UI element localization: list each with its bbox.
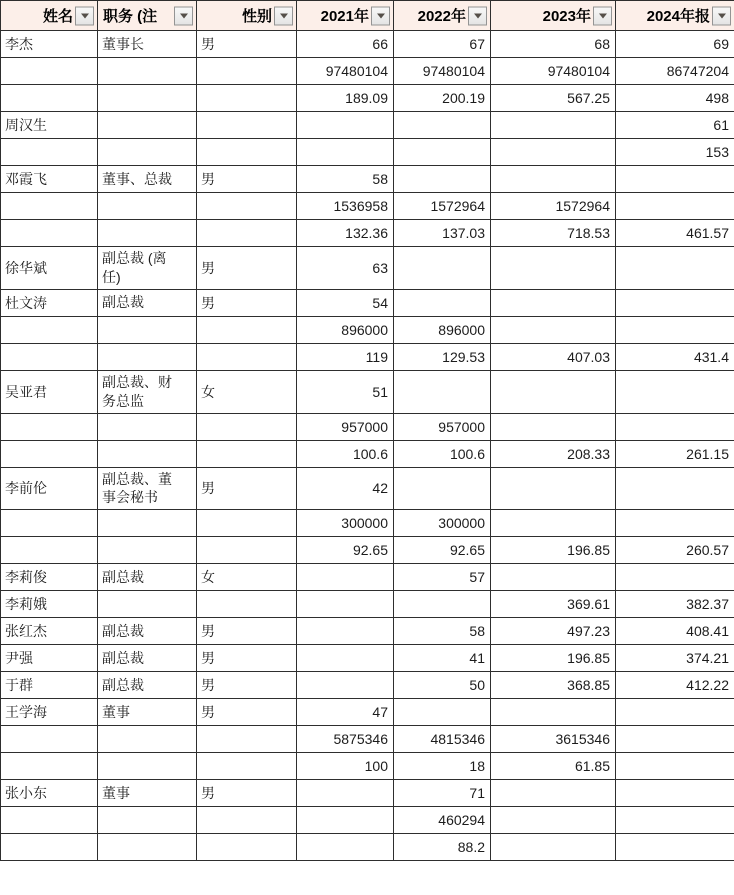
name-cell[interactable]: [1, 316, 98, 343]
year-2023-cell[interactable]: [491, 834, 616, 861]
gender-cell[interactable]: [197, 413, 297, 440]
year-2023-cell[interactable]: [491, 316, 616, 343]
year-2021-cell[interactable]: [297, 834, 394, 861]
year-2021-cell[interactable]: [297, 780, 394, 807]
year-2021-cell[interactable]: 896000: [297, 316, 394, 343]
table-row: [1, 316, 734, 343]
gender-cell[interactable]: [197, 220, 297, 247]
name-cell[interactable]: 李莉俊: [1, 564, 98, 591]
year-2024-cell[interactable]: [616, 467, 734, 510]
gender-cell[interactable]: [197, 807, 297, 834]
name-cell[interactable]: 张小东: [1, 780, 98, 807]
title-cell[interactable]: [98, 343, 197, 370]
name-cell[interactable]: [1, 85, 98, 112]
year-2023-cell[interactable]: [491, 564, 616, 591]
table-row: [1, 672, 734, 699]
year-2024-cell[interactable]: [616, 413, 734, 440]
name-cell[interactable]: 吴亚君: [1, 370, 98, 413]
year-2022-cell[interactable]: [394, 370, 491, 413]
name-cell[interactable]: 李前伦: [1, 467, 98, 510]
year-2023-cell[interactable]: [491, 166, 616, 193]
title-cell[interactable]: [98, 316, 197, 343]
year-2024-cell[interactable]: 153: [616, 139, 734, 166]
year-2021-cell[interactable]: 97480104: [297, 58, 394, 85]
gender-cell[interactable]: [197, 112, 297, 139]
year-2022-cell[interactable]: 92.65: [394, 537, 491, 564]
table-row: [1, 166, 734, 193]
table-row: [1, 807, 734, 834]
name-cell[interactable]: 邓霞飞: [1, 166, 98, 193]
year-2024-cell[interactable]: 431.4: [616, 343, 734, 370]
name-cell[interactable]: [1, 807, 98, 834]
year-2024-cell[interactable]: [616, 564, 734, 591]
title-cell[interactable]: [98, 537, 197, 564]
year-2021-cell[interactable]: 54: [297, 289, 394, 316]
gender-cell[interactable]: [197, 343, 297, 370]
year-2021-cell[interactable]: [297, 807, 394, 834]
year-2022-cell[interactable]: 50: [394, 672, 491, 699]
year-2022-cell[interactable]: 129.53: [394, 343, 491, 370]
year-2022-cell[interactable]: [394, 699, 491, 726]
year-2023-cell[interactable]: 61.85: [491, 753, 616, 780]
title-cell[interactable]: 副总裁、董事会秘书: [98, 467, 197, 510]
year-2023-cell[interactable]: 567.25: [491, 85, 616, 112]
title-cell[interactable]: 董事: [98, 780, 197, 807]
name-cell[interactable]: 杜文涛: [1, 289, 98, 316]
column-header-name: [1, 1, 98, 31]
year-2022-cell[interactable]: 58: [394, 618, 491, 645]
column-header-2024: [616, 1, 734, 31]
year-2022-cell[interactable]: 300000: [394, 510, 491, 537]
filter-dropdown-button-2022[interactable]: [468, 6, 487, 25]
year-2021-cell[interactable]: 63: [297, 247, 394, 290]
name-cell[interactable]: 于群: [1, 672, 98, 699]
year-2021-cell[interactable]: [297, 645, 394, 672]
name-cell[interactable]: [1, 440, 98, 467]
title-cell[interactable]: 副总裁、财务总监: [98, 370, 197, 413]
title-cell[interactable]: [98, 139, 197, 166]
year-2023-cell[interactable]: 497.23: [491, 618, 616, 645]
name-cell[interactable]: 王学海: [1, 699, 98, 726]
year-2024-cell[interactable]: 86747204: [616, 58, 734, 85]
year-2024-cell[interactable]: [616, 289, 734, 316]
year-2022-cell[interactable]: 957000: [394, 413, 491, 440]
year-2021-cell[interactable]: 119: [297, 343, 394, 370]
gender-cell[interactable]: 女: [197, 564, 297, 591]
name-cell[interactable]: [1, 510, 98, 537]
year-2024-cell[interactable]: 260.57: [616, 537, 734, 564]
year-2023-cell[interactable]: 196.85: [491, 537, 616, 564]
year-2024-cell[interactable]: [616, 510, 734, 537]
table-row: [1, 112, 734, 139]
gender-cell[interactable]: 男: [197, 672, 297, 699]
gender-cell[interactable]: [197, 85, 297, 112]
year-2023-cell[interactable]: 718.53: [491, 220, 616, 247]
year-2021-cell[interactable]: [297, 672, 394, 699]
chevron-down-icon: [718, 13, 726, 18]
table-row: [1, 726, 734, 753]
year-2024-cell[interactable]: 382.37: [616, 591, 734, 618]
year-2021-cell[interactable]: [297, 112, 394, 139]
table-row: [1, 370, 734, 413]
table-row: [1, 85, 734, 112]
table-row: [1, 645, 734, 672]
gender-cell[interactable]: 男: [197, 31, 297, 58]
year-2024-cell[interactable]: [616, 834, 734, 861]
gender-cell[interactable]: 男: [197, 699, 297, 726]
year-2023-cell[interactable]: 1572964: [491, 193, 616, 220]
year-2024-cell[interactable]: 412.22: [616, 672, 734, 699]
year-2022-cell[interactable]: 4815346: [394, 726, 491, 753]
year-2021-cell[interactable]: 42: [297, 467, 394, 510]
year-2021-cell[interactable]: 92.65: [297, 537, 394, 564]
gender-cell[interactable]: 男: [197, 780, 297, 807]
year-2023-cell[interactable]: [491, 139, 616, 166]
year-2023-cell[interactable]: 68: [491, 31, 616, 58]
chevron-down-icon: [81, 13, 89, 18]
year-2021-cell[interactable]: 58: [297, 166, 394, 193]
table-header: [1, 1, 734, 31]
chevron-down-icon: [599, 13, 607, 18]
name-cell[interactable]: 尹强: [1, 645, 98, 672]
year-2021-cell[interactable]: 100: [297, 753, 394, 780]
title-cell[interactable]: 副总裁: [98, 564, 197, 591]
name-cell[interactable]: [1, 58, 98, 85]
year-2023-cell[interactable]: 196.85: [491, 645, 616, 672]
filter-dropdown-button-name[interactable]: [75, 6, 94, 25]
name-cell[interactable]: [1, 753, 98, 780]
year-2023-cell[interactable]: 3615346: [491, 726, 616, 753]
chevron-down-icon: [377, 13, 385, 18]
year-2021-cell[interactable]: 47: [297, 699, 394, 726]
table-row: [1, 31, 734, 58]
table-row: [1, 247, 734, 290]
year-2022-cell[interactable]: 67: [394, 31, 491, 58]
header-row: [1, 1, 734, 31]
table-row: [1, 753, 734, 780]
year-2024-cell[interactable]: 498: [616, 85, 734, 112]
table-row: [1, 289, 734, 316]
table-row: [1, 193, 734, 220]
gender-cell[interactable]: [197, 139, 297, 166]
column-header-2022: [394, 1, 491, 31]
year-2023-cell[interactable]: 407.03: [491, 343, 616, 370]
year-2021-cell[interactable]: 66: [297, 31, 394, 58]
gender-cell[interactable]: 男: [197, 618, 297, 645]
gender-cell[interactable]: [197, 591, 297, 618]
year-2021-cell[interactable]: 189.09: [297, 85, 394, 112]
year-2021-cell[interactable]: 5875346: [297, 726, 394, 753]
filter-dropdown-button-title[interactable]: [174, 6, 193, 25]
year-2022-cell[interactable]: 71: [394, 780, 491, 807]
name-cell[interactable]: [1, 726, 98, 753]
name-cell[interactable]: 张红杰: [1, 618, 98, 645]
gender-cell[interactable]: 男: [197, 247, 297, 290]
year-2023-cell[interactable]: [491, 370, 616, 413]
year-2022-cell[interactable]: 97480104: [394, 58, 491, 85]
year-2022-cell[interactable]: 1572964: [394, 193, 491, 220]
year-2022-cell[interactable]: 460294: [394, 807, 491, 834]
year-2022-cell[interactable]: [394, 139, 491, 166]
chevron-down-icon: [280, 13, 288, 18]
gender-cell[interactable]: 男: [197, 166, 297, 193]
year-2023-cell[interactable]: 369.61: [491, 591, 616, 618]
column-header-label: 2024年报: [646, 8, 710, 25]
year-2021-cell[interactable]: 132.36: [297, 220, 394, 247]
gender-cell[interactable]: 男: [197, 467, 297, 510]
year-2023-cell[interactable]: [491, 112, 616, 139]
year-2024-cell[interactable]: [616, 247, 734, 290]
year-2021-cell[interactable]: 1536958: [297, 193, 394, 220]
year-2024-cell[interactable]: 69: [616, 31, 734, 58]
year-2024-cell[interactable]: [616, 753, 734, 780]
table-row: [1, 510, 734, 537]
gender-cell[interactable]: 男: [197, 289, 297, 316]
column-header-label: 2021年: [320, 8, 369, 25]
title-cell[interactable]: [98, 58, 197, 85]
title-cell[interactable]: [98, 413, 197, 440]
table-row: [1, 413, 734, 440]
title-cell[interactable]: 副总裁: [98, 289, 197, 316]
year-2021-cell[interactable]: 300000: [297, 510, 394, 537]
year-2021-cell[interactable]: 51: [297, 370, 394, 413]
name-cell[interactable]: [1, 413, 98, 440]
name-cell[interactable]: [1, 834, 98, 861]
column-header-label: 2022年: [417, 8, 466, 25]
year-2022-cell[interactable]: 41: [394, 645, 491, 672]
table-row: [1, 618, 734, 645]
title-cell[interactable]: [98, 112, 197, 139]
chevron-down-icon: [474, 13, 482, 18]
table-body: [1, 31, 734, 861]
year-2024-cell[interactable]: 61: [616, 112, 734, 139]
name-cell[interactable]: [1, 343, 98, 370]
filter-dropdown-button-gender[interactable]: [274, 6, 293, 25]
year-2024-cell[interactable]: [616, 780, 734, 807]
gender-cell[interactable]: 女: [197, 370, 297, 413]
year-2022-cell[interactable]: 88.2: [394, 834, 491, 861]
table-row: [1, 343, 734, 370]
year-2023-cell[interactable]: 97480104: [491, 58, 616, 85]
title-cell[interactable]: [98, 85, 197, 112]
year-2022-cell[interactable]: [394, 166, 491, 193]
title-cell[interactable]: [98, 591, 197, 618]
year-2024-cell[interactable]: [616, 193, 734, 220]
title-cell[interactable]: 副总裁 (离任): [98, 247, 197, 290]
name-cell[interactable]: 徐华斌: [1, 247, 98, 290]
year-2023-cell[interactable]: [491, 699, 616, 726]
name-cell[interactable]: [1, 537, 98, 564]
year-2024-cell[interactable]: [616, 699, 734, 726]
title-cell[interactable]: 副总裁: [98, 618, 197, 645]
title-cell[interactable]: [98, 220, 197, 247]
column-header-2021: [297, 1, 394, 31]
gender-cell[interactable]: [197, 726, 297, 753]
year-2022-cell[interactable]: [394, 467, 491, 510]
name-cell[interactable]: 李莉娥: [1, 591, 98, 618]
table-row: [1, 58, 734, 85]
table-row: [1, 537, 734, 564]
year-2022-cell[interactable]: [394, 591, 491, 618]
table-row: [1, 591, 734, 618]
year-2024-cell[interactable]: 408.41: [616, 618, 734, 645]
title-cell[interactable]: 董事: [98, 699, 197, 726]
gender-cell[interactable]: [197, 58, 297, 85]
gender-cell[interactable]: [197, 753, 297, 780]
filter-dropdown-button-2024[interactable]: [712, 6, 731, 25]
table-row: [1, 220, 734, 247]
title-cell[interactable]: 副总裁: [98, 672, 197, 699]
table-row: [1, 780, 734, 807]
column-header-label: 2023年: [542, 8, 591, 25]
title-cell[interactable]: [98, 834, 197, 861]
title-cell[interactable]: [98, 807, 197, 834]
year-2024-cell[interactable]: [616, 726, 734, 753]
table-row: [1, 440, 734, 467]
name-cell[interactable]: 李杰: [1, 31, 98, 58]
year-2021-cell[interactable]: [297, 591, 394, 618]
year-2024-cell[interactable]: [616, 166, 734, 193]
name-cell[interactable]: [1, 139, 98, 166]
year-2021-cell[interactable]: [297, 139, 394, 166]
column-header-title: [98, 1, 197, 31]
year-2023-cell[interactable]: [491, 413, 616, 440]
year-2023-cell[interactable]: [491, 510, 616, 537]
title-cell[interactable]: [98, 753, 197, 780]
year-2024-cell[interactable]: 461.57: [616, 220, 734, 247]
title-cell[interactable]: 副总裁: [98, 645, 197, 672]
year-2024-cell[interactable]: [616, 807, 734, 834]
gender-cell[interactable]: [197, 537, 297, 564]
column-header-label: 职务 (注: [103, 8, 158, 25]
name-cell[interactable]: 周汉生: [1, 112, 98, 139]
year-2023-cell[interactable]: 208.33: [491, 440, 616, 467]
column-header-label: 性别: [241, 8, 272, 25]
year-2024-cell[interactable]: 261.15: [616, 440, 734, 467]
filter-dropdown-button-2023[interactable]: [593, 6, 612, 25]
year-2022-cell[interactable]: 57: [394, 564, 491, 591]
year-2023-cell[interactable]: [491, 807, 616, 834]
column-header-label: 姓名: [42, 8, 73, 25]
year-2021-cell[interactable]: 957000: [297, 413, 394, 440]
year-2021-cell[interactable]: [297, 618, 394, 645]
gender-cell[interactable]: [197, 510, 297, 537]
table-row: [1, 139, 734, 166]
year-2021-cell[interactable]: [297, 564, 394, 591]
gender-cell[interactable]: 男: [197, 645, 297, 672]
year-2021-cell[interactable]: 100.6: [297, 440, 394, 467]
year-2022-cell[interactable]: 896000: [394, 316, 491, 343]
year-2024-cell[interactable]: [616, 370, 734, 413]
year-2024-cell[interactable]: 374.21: [616, 645, 734, 672]
gender-cell[interactable]: [197, 193, 297, 220]
year-2024-cell[interactable]: [616, 316, 734, 343]
gender-cell[interactable]: [197, 316, 297, 343]
title-cell[interactable]: [98, 726, 197, 753]
year-2023-cell[interactable]: [491, 780, 616, 807]
title-cell[interactable]: [98, 193, 197, 220]
title-cell[interactable]: [98, 440, 197, 467]
year-2022-cell[interactable]: [394, 247, 491, 290]
gender-cell[interactable]: [197, 440, 297, 467]
year-2023-cell[interactable]: [491, 247, 616, 290]
year-2022-cell[interactable]: [394, 289, 491, 316]
gender-cell[interactable]: [197, 834, 297, 861]
title-cell[interactable]: 董事、总裁: [98, 166, 197, 193]
table-row: [1, 467, 734, 510]
title-cell[interactable]: [98, 510, 197, 537]
year-2022-cell[interactable]: [394, 112, 491, 139]
column-header-2023: [491, 1, 616, 31]
year-2022-cell[interactable]: 100.6: [394, 440, 491, 467]
title-cell[interactable]: 董事长: [98, 31, 197, 58]
table-row: [1, 699, 734, 726]
year-2022-cell[interactable]: 18: [394, 753, 491, 780]
table-row: [1, 564, 734, 591]
name-cell[interactable]: [1, 220, 98, 247]
name-cell[interactable]: [1, 193, 98, 220]
chevron-down-icon: [180, 13, 188, 18]
column-header-gender: [197, 1, 297, 31]
year-2023-cell[interactable]: 368.85: [491, 672, 616, 699]
table-row: [1, 834, 734, 861]
year-2022-cell[interactable]: 200.19: [394, 85, 491, 112]
year-2023-cell[interactable]: [491, 467, 616, 510]
filter-dropdown-button-2021[interactable]: [371, 6, 390, 25]
year-2022-cell[interactable]: 137.03: [394, 220, 491, 247]
year-2023-cell[interactable]: [491, 289, 616, 316]
